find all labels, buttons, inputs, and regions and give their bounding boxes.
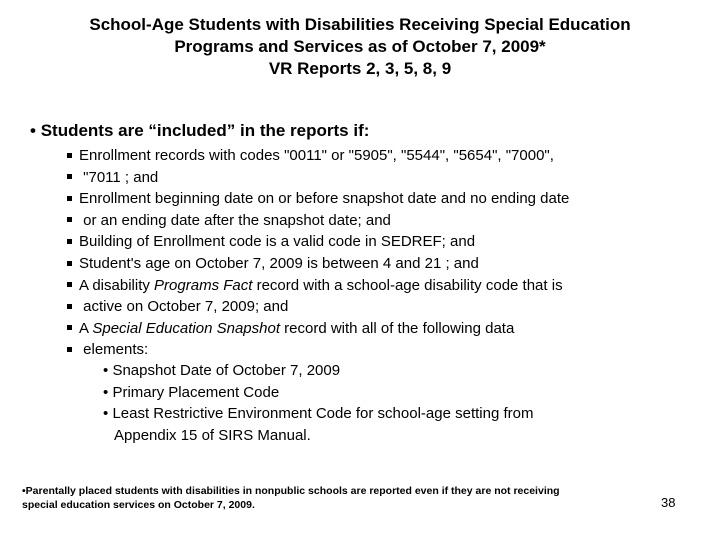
title-line-2: Programs and Services as of October 7, 2009* — [174, 37, 546, 56]
list-item: "7011 ; and — [67, 167, 569, 189]
square-bullet-icon — [67, 239, 72, 244]
list-item: active on October 7, 2009; and — [67, 296, 569, 318]
square-bullet-icon — [67, 174, 72, 179]
page-number: 38 — [661, 495, 676, 510]
bullet-marker: • — [103, 405, 109, 423]
title-line-1: School-Age Students with Disabilities Receiving Special Education — [89, 15, 631, 34]
list-item: A Special Education Snapshot record with all of the following data — [67, 318, 569, 340]
square-bullet-icon — [67, 196, 72, 201]
footnote-line-1: •Parentally placed students with disabilities in nonpublic schools are reported even if they are not receiving — [22, 485, 560, 497]
list-item: A disability Programs Fact record with a school-age disability code that is — [67, 275, 569, 297]
square-bullet-icon — [67, 325, 72, 330]
slide-title — [0, 14, 720, 80]
square-bullet-icon — [67, 217, 72, 222]
main-bullet — [30, 121, 369, 141]
list-item: Student's age on October 7, 2009 is between 4 and 21 ; and — [67, 253, 569, 275]
list-item: • Primary Placement Code — [103, 383, 280, 401]
main-bullet-text: Students are “included” in the reports if: — [40, 121, 370, 140]
list-item: • Snapshot Date of October 7, 2009 — [103, 362, 341, 379]
bullet-marker: • — [103, 383, 109, 401]
square-bullet-icon — [67, 282, 72, 287]
criteria-list — [67, 145, 569, 361]
square-bullet-icon — [67, 304, 72, 309]
list-item-continuation: Appendix 15 of SIRS Manual. — [114, 426, 311, 444]
special-ed-snapshot-term: Special Education Snapshot — [92, 319, 280, 337]
square-bullet-icon — [67, 347, 72, 352]
programs-fact-term: Programs Fact — [154, 276, 253, 294]
list-item: elements: — [67, 339, 569, 361]
bullet-marker: • — [30, 121, 36, 140]
square-bullet-icon — [67, 261, 72, 266]
footnote-line-2: special education services on October 7, 2009. — [22, 499, 255, 511]
square-bullet-icon — [67, 153, 72, 158]
list-item: • Least Restrictive Environment Code for school-age setting from — [103, 405, 534, 423]
footnote — [22, 484, 560, 512]
title-line-3: VR Reports 2, 3, 5, 8, 9 — [268, 59, 452, 78]
bullet-marker: • — [103, 362, 109, 379]
list-item: or an ending date after the snapshot date; and — [67, 210, 569, 232]
list-item: Enrollment records with codes "0011" or "5905", "5544", "5654", "7000", — [67, 145, 569, 167]
data-elements-list — [103, 360, 533, 446]
list-item: Building of Enrollment code is a valid code in SEDREF; and — [67, 231, 569, 253]
list-item: Enrollment beginning date on or before snapshot date and no ending date — [67, 188, 569, 210]
